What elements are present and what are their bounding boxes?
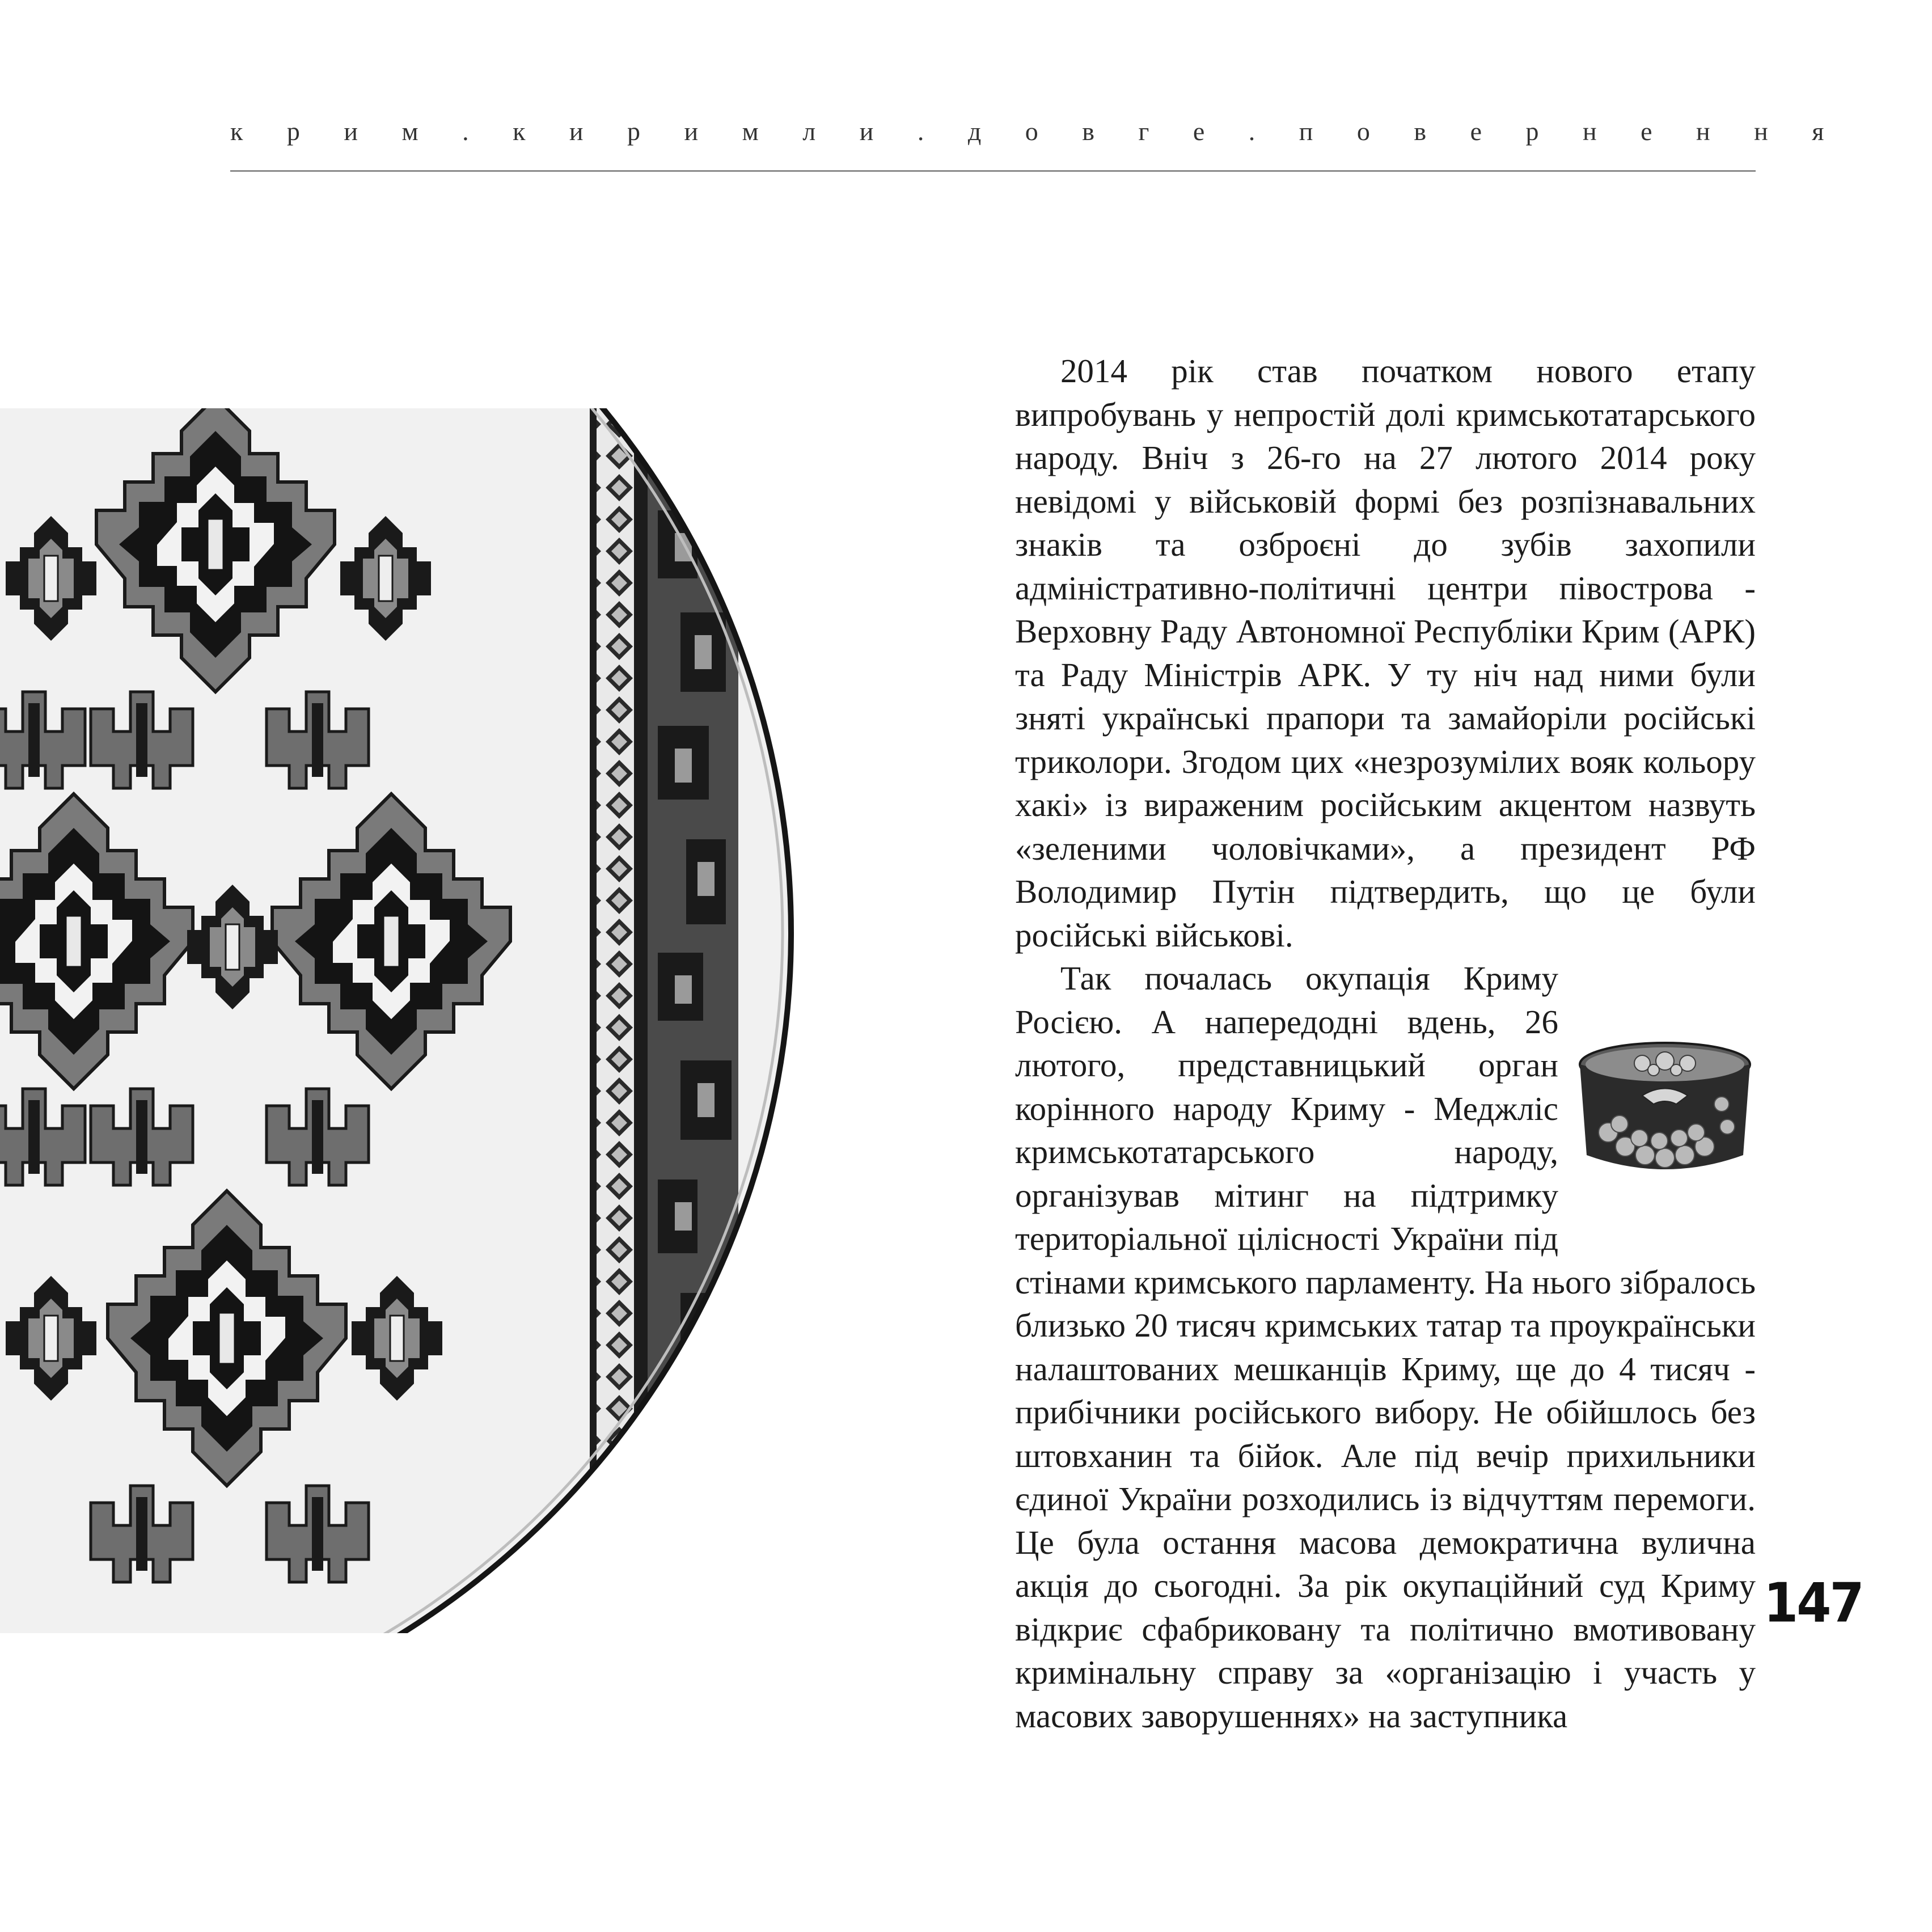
page-number: 147	[1764, 1571, 1863, 1635]
paragraph-2-text: Так почалась окупація Криму Росією. А напередодні вдень, 26 лютого, представницький орган корінного народу Криму - Меджліс кримськотатарського народу, організував мітинг на підтримку територіальної цілісності України під стінами кримського парламенту. На нього зібралось близько 20 тисяч кримських татар та проукраїнськи налаштованих мешканців Криму, ще до 4 тисяч - прибічники російського вибору. Не обійшлось без штовханин та бійок. Але під вечір прихильники єдиної України розходились із відчуттям перемоги. Це була остання масова демократична вулична акція до сьогодні. За рік окупаційний суд Криму відкриє сфабриковану та політично вмотивовану кримінальну справу за «організацію і участь у масових заворушеннях» на заступника	[1015, 959, 1756, 1735]
paragraph-2	[1015, 957, 1756, 1737]
crimean-tatar-fes-hat-image	[1574, 962, 1756, 1223]
ornamental-plate-image	[0, 408, 794, 1633]
running-header: к р и м . к и р и м л и . д о в г е . п о в е р н е н н я	[230, 117, 1843, 146]
paragraph-1: 2014 рік став початком нового етапу випробувань у непростій долі кримськотатарського народу. Вніч з 26-го на 27 лютого 2014 року невідомі у військовій формі без розпізнавальних знаків та озброєні до зубів захопили адміністративно-політичні центри півострова - Верховну Раду Автономної Республіки Крим (АРК) та Раду Міністрів АРК. У ту ніч над ними були зняті українські прапори та замайоріли російські триколори. Згодом цих «незрозумілих вояк кольору хакі» із вираженим російським акцентом назвуть «зеленими чоловічками», а президент РФ Володимир Путін підтвердить, що це були російські військові.	[1015, 352, 1756, 954]
article-body	[1015, 349, 1756, 1737]
header-rule	[230, 170, 1756, 172]
